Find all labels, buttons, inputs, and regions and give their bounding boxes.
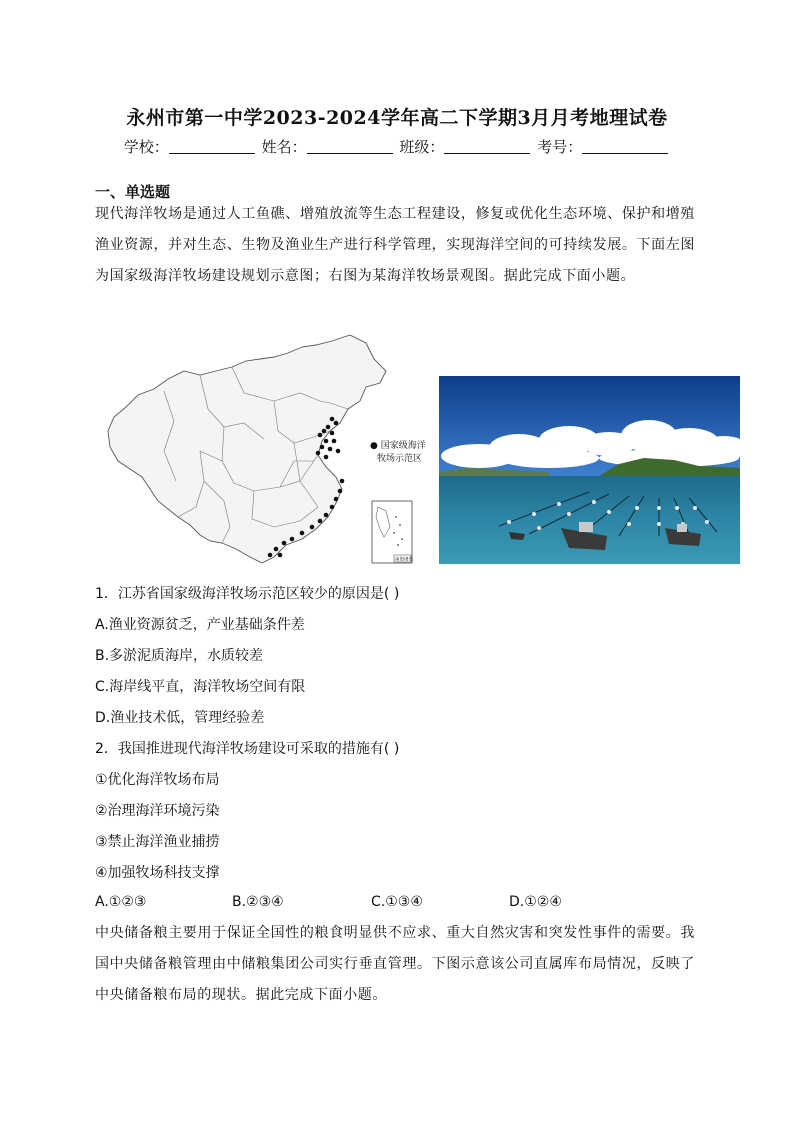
map-legend-line1: ● 国家级海洋	[370, 441, 426, 451]
id-label: 考号：	[537, 138, 583, 156]
school-label: 学校：	[123, 138, 169, 156]
id-blank[interactable]	[582, 139, 668, 154]
class-blank[interactable]	[444, 139, 530, 154]
question-1-stem: 1．江苏省国家级海洋牧场示范区较少的原因是( )	[95, 586, 400, 602]
section-heading: 一、单选题	[95, 183, 171, 201]
student-info-line	[0, 136, 794, 157]
q2-item-3: ③禁止海洋渔业捕捞	[95, 834, 220, 850]
exam-title: 永州市第一中学2023-2024学年高二下学期3月月考地理试卷	[126, 107, 668, 129]
passage-marine-ranch: 现代海洋牧场是通过人工鱼礁、增殖放流等生态工程建设，修复或优化生态环境、保护和增殖渔业资源，并对生态、生物及渔业生产进行科学管理，实现海洋空间的可持续发展。下面左图为国家级海洋牧场建设规划示意图；右图为某海洋牧场景观图。据此完成下面小题。	[95, 206, 695, 284]
school-blank[interactable]	[169, 139, 255, 154]
q2-item-2: ②治理海洋环境污染	[95, 803, 220, 819]
q1-option-a[interactable]: A.渔业资源贫乏，产业基础条件差	[95, 617, 305, 633]
q1-option-d[interactable]: D.渔业技术低，管理经验差	[95, 710, 265, 726]
q2-choice-c[interactable]: C.①③④	[371, 894, 423, 910]
name-blank[interactable]	[307, 139, 393, 154]
name-label: 姓名：	[261, 138, 307, 156]
q2-choice-d[interactable]: D.①②④	[509, 894, 562, 910]
q1-option-b[interactable]: B.多淤泥质海岸，水质较差	[95, 648, 264, 664]
class-label: 班级：	[399, 138, 445, 156]
q1-option-c[interactable]: C.海岸线平直，海洋牧场空间有限	[95, 679, 306, 695]
figures-row	[104, 331, 744, 571]
china-marine-ranch-map	[104, 331, 434, 569]
q2-choice-a[interactable]: A.①②③	[95, 894, 147, 910]
map-legend-line2: 牧场示范区	[377, 454, 423, 464]
marine-ranch-photo	[439, 376, 740, 564]
q2-item-1: ①优化海洋牧场布局	[95, 772, 220, 788]
question-2-stem: 2．我国推进现代海洋牧场建设可采取的措施有( )	[95, 741, 400, 757]
south-sea-inset	[372, 501, 413, 563]
q2-item-4: ④加强牧场科技支撑	[95, 865, 220, 881]
passage-grain-reserve: 中央储备粮主要用于保证全国性的粮食明显供不应求、重大自然灾害和突发性事件的需要。我国中央储备粮管理由中储粮集团公司实行垂直管理。下图示意该公司直属库布局情况，反映了中央储备粮布局的现状。据此完成下面小题。	[95, 925, 695, 1003]
inset-label: 南海诸岛	[395, 557, 413, 563]
q2-choice-b[interactable]: B.②③④	[232, 894, 284, 910]
